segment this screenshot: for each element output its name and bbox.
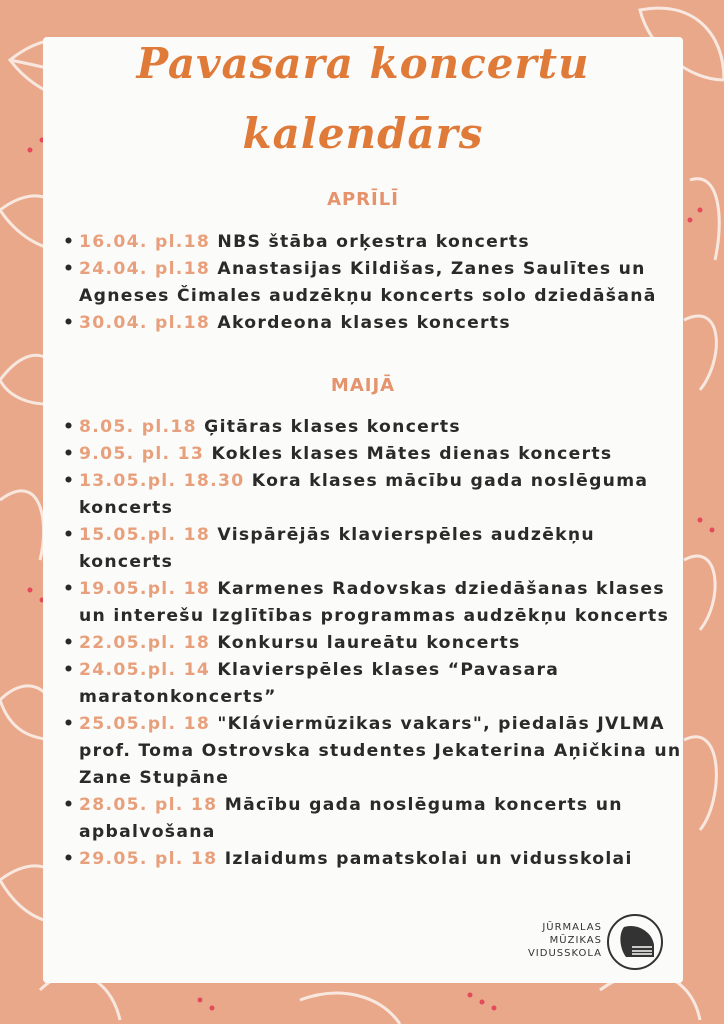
- event-text: Ģitāras klases koncerts: [196, 417, 461, 437]
- list-item: [63, 576, 683, 630]
- school-name: [528, 921, 602, 960]
- event-text: Kokles klases Mātes dienas koncerts: [204, 444, 613, 464]
- list-item: [63, 657, 683, 711]
- list-item: [63, 229, 683, 256]
- event-text: Kora klases mācību gada noslēguma koncerts: [79, 471, 649, 518]
- list-item: [63, 846, 683, 873]
- list-item: [63, 256, 683, 310]
- event-date: 16.04. pl.18: [79, 232, 211, 252]
- list-item: [63, 441, 683, 468]
- page-title-line1: Pavasara koncertu: [136, 39, 590, 88]
- section-heading-may: MAIJĀ: [330, 375, 396, 396]
- list-item: [63, 310, 683, 337]
- event-text: Klavierspēles klases “Pavasara maratonkoncerts”: [79, 660, 560, 707]
- event-date: 19.05.pl. 18: [79, 579, 211, 599]
- event-list-april: [63, 229, 683, 337]
- event-text: Izlaidums pamatskolai un vidusskolai: [217, 849, 633, 869]
- school-name-line2: MŪZIKAS: [549, 935, 602, 946]
- event-text: Konkursu laureātu koncerts: [210, 633, 521, 653]
- event-text: "Kláviermūzikas vakars", piedalās JVLMA prof. Toma Ostrovska studentes Jekaterina Aņičkina un Zane Stupāne: [79, 714, 682, 788]
- school-name-line3: VIDUSSKOLA: [527, 948, 602, 959]
- list-item: [63, 414, 683, 441]
- list-item: [63, 792, 683, 846]
- event-date: 15.05.pl. 18: [79, 525, 211, 545]
- section-heading-april: APRĪLĪ: [327, 189, 399, 210]
- event-text: Mācību gada noslēguma koncerts un apbalvošana: [79, 795, 623, 842]
- event-date: 9.05. pl. 13: [79, 444, 205, 464]
- event-list-may: [63, 414, 683, 873]
- event-date: 24.04. pl.18: [79, 259, 211, 279]
- school-logo: [524, 913, 664, 973]
- event-date: 22.05.pl. 18: [79, 633, 211, 653]
- event-date: 25.05.pl. 18: [79, 714, 211, 734]
- event-date: 28.05. pl. 18: [79, 795, 218, 815]
- event-text: Akordeona klases koncerts: [210, 313, 511, 333]
- event-text: Vispārējās klavierspēles audzēkņu koncerts: [79, 525, 595, 572]
- list-item: [63, 630, 683, 657]
- list-item: [63, 711, 683, 792]
- list-item: [63, 522, 683, 576]
- event-text: Anastasijas Kildišas, Zanes Saulītes un Agneses Čimales audzēkņu koncerts solo dziedāšanā: [79, 259, 657, 306]
- page-title-line2: kalendārs: [242, 109, 484, 158]
- list-item: [63, 468, 683, 522]
- content-card: [43, 37, 683, 983]
- event-date: 29.05. pl. 18: [79, 849, 218, 869]
- event-date: 30.04. pl.18: [79, 313, 211, 333]
- event-text: NBS štāba orķestra koncerts: [210, 232, 530, 252]
- event-date: 13.05.pl. 18.30: [79, 471, 245, 491]
- event-date: 8.05. pl.18: [79, 417, 197, 437]
- piano-logo-icon: [606, 913, 664, 971]
- event-text: Karmenes Radovskas dziedāšanas klases un interešu Izglītības programmas audzēkņu koncerts: [79, 579, 670, 626]
- school-name-line1: JŪRMALAS: [542, 922, 602, 933]
- event-date: 24.05.pl. 14: [79, 660, 211, 680]
